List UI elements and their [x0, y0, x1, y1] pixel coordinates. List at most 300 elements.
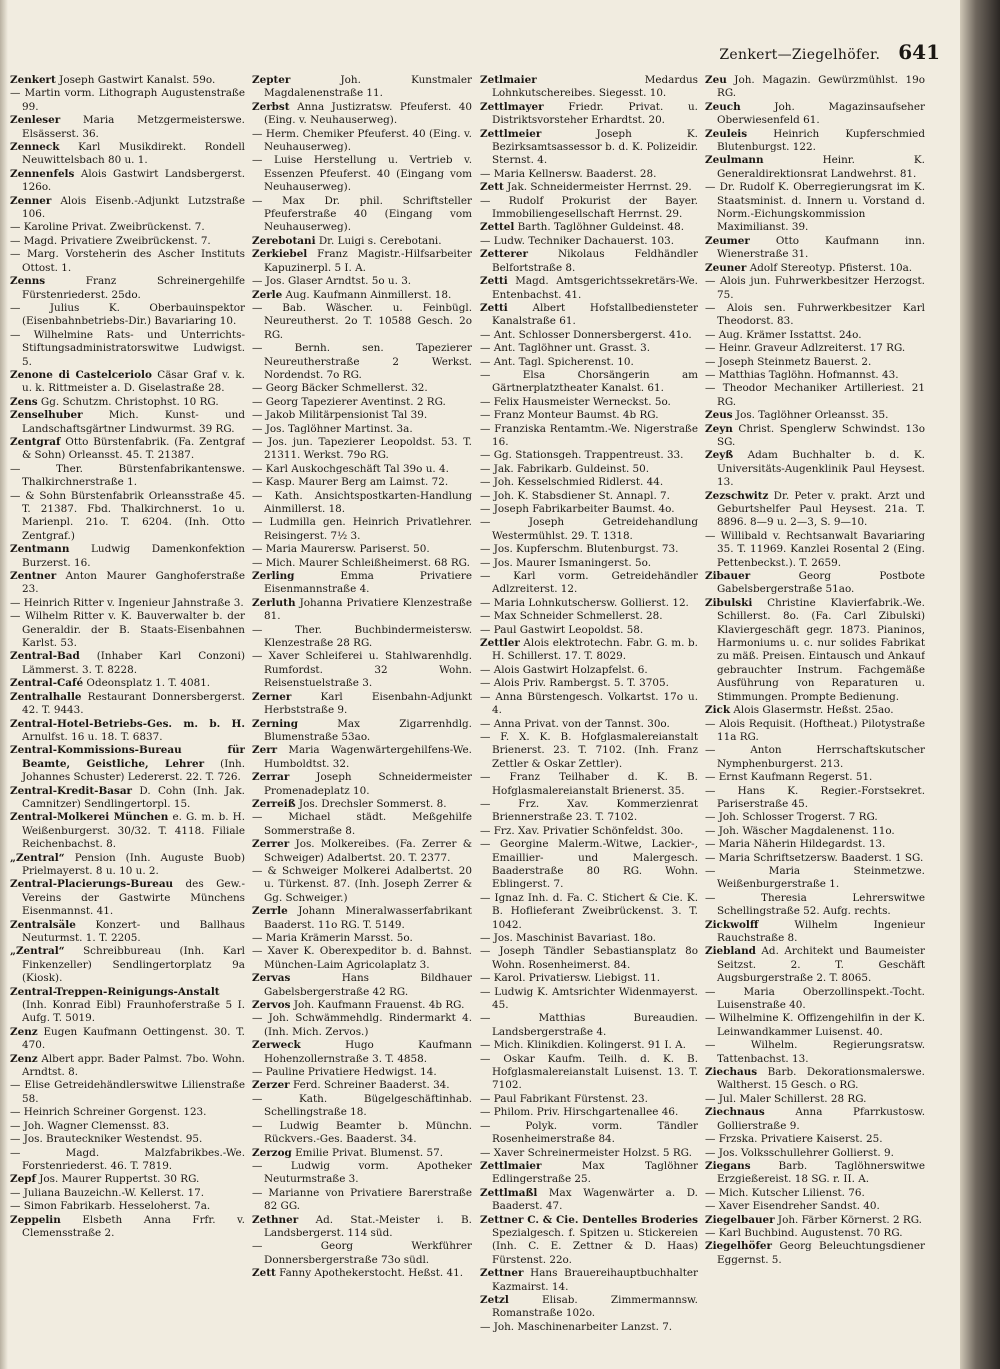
entry-text: — Marianne von Privatiere Barerstraße 82 GG.: [252, 1186, 472, 1213]
entry-text: — Joh. Maschinenarbeiter Lanzst. 7.: [480, 1320, 673, 1333]
entry-text: Albert Hofstallbediensteter Kanalstraße 61.: [492, 301, 698, 328]
entry-surname: Zeppelin: [10, 1213, 61, 1226]
entry-text: (Inh. Johannes Schuster) Ledererst. 22. T. 726.: [22, 757, 245, 784]
directory-entry: [480, 1160, 698, 1187]
directory-entry: [480, 101, 698, 128]
directory-entry: [252, 154, 472, 194]
entry-surname: Zetti: [480, 301, 508, 314]
directory-entry: [705, 1012, 925, 1039]
entry-surname: „Zentral“: [10, 851, 65, 864]
directory-entry: [705, 1227, 925, 1240]
entry-surname: Zerling: [252, 570, 295, 583]
directory-entry: [705, 369, 925, 382]
entry-text: — Frz. Xav. Privatier Schönfeldst. 30o.: [480, 824, 684, 837]
entry-text: Georg Postbote Gabelsbergerstraße 51ao.: [717, 570, 925, 596]
directory-entry: [10, 543, 245, 570]
entry-surname: Zenner: [10, 194, 52, 207]
entry-text: Joseph K. Bezirksamtsassessor b. d. K. Polizeidir. Sternst. 4.: [492, 127, 698, 167]
entry-surname: Zettlmeier: [480, 127, 542, 140]
directory-entry: [252, 1160, 472, 1187]
entry-text: — F. X. K. B. Hofglasmalereianstalt Brienerst. 23. T. 7102. (Inh. Franz Zettler & Oskar Zettler).: [480, 730, 698, 770]
entry-text: — Franz Monteur Baumst. 4b RG.: [480, 409, 659, 422]
entry-text: — Ther. Bürstenfabrikantenswe. Thalkirchnerstraße 1.: [10, 462, 245, 489]
entry-text: — Georg Tapezierer Aventinst. 2 RG.: [252, 395, 446, 408]
entry-text: — Joseph Getreidehandlung Westermühlst. 29. T. 1318.: [480, 516, 698, 542]
entry-text: — Ludwig vorm. Apotheker Neuturmstraße 3.: [252, 1159, 472, 1186]
entry-surname: Zerweck: [252, 1039, 301, 1052]
entry-text: Alois Gastwirt Landsbergerst. 126o.: [22, 167, 245, 194]
directory-entry: [480, 1187, 698, 1214]
directory-entry: [10, 1187, 245, 1200]
directory-entry: [705, 342, 925, 355]
entry-surname: Zerrle: [252, 905, 288, 918]
entry-surname: Zeulmann: [705, 154, 764, 167]
directory-entry: [705, 409, 925, 422]
entry-text: — Aug. Krämer Isstattst. 24o.: [705, 328, 862, 341]
entry-text: — Mich. Klinikdien. Kolingerst. 91 I. A.: [480, 1039, 686, 1052]
directory-entry: [480, 825, 698, 838]
directory-entry: [705, 1240, 925, 1267]
directory-entry: [10, 114, 245, 141]
entry-text: Maria Metzgermeisterswe. Elsässerst. 36.: [22, 114, 245, 140]
directory-entry: [10, 195, 245, 222]
entry-text: Fanny Apothekerstocht. Heßst. 41.: [279, 1267, 464, 1280]
directory-entry: [252, 1267, 472, 1280]
entry-text: Joh. Kaufmann Frauenst. 4b RG.: [293, 999, 465, 1012]
entry-text: — Wilhelmine K. Offizengehilfin in der K. Leinwandkammer Luisenst. 40.: [705, 1012, 925, 1038]
entry-text: — Paul Gastwirt Leopoldst. 58.: [480, 623, 644, 636]
entry-text: Karl Eisenbahn-Adjunkt Herbststraße 9.: [264, 690, 472, 717]
entry-surname: Zentral-Placierungs-Bureau: [10, 878, 174, 891]
directory-entry: [480, 476, 698, 489]
entry-text: — Joh. K. Stabsdiener St. Annapl. 7.: [480, 489, 670, 502]
entry-surname: Zettel: [480, 221, 515, 234]
entry-surname: Zerebotani: [252, 234, 316, 247]
entry-surname: Zerning: [252, 717, 298, 730]
entry-text: — Heinr. Graveur Adlzreiterst. 17 RG.: [705, 342, 906, 355]
entry-surname: Zerreiß: [252, 797, 296, 810]
entry-surname: Zenkert: [10, 74, 56, 86]
entry-text: Eugen Kaufmann Oettingenst. 30. T. 470.: [22, 1025, 245, 1052]
entry-surname: Zibauer: [705, 570, 751, 583]
entry-text: Friedr. Privat. u. Distriktsvorsteher Erhardtst. 20.: [492, 100, 698, 127]
directory-entry: [480, 275, 698, 302]
directory-entry: [10, 785, 245, 812]
entry-text: — Maria Maurersw. Pariserst. 50.: [252, 543, 430, 556]
directory-entry: [480, 557, 698, 570]
directory-entry: [252, 195, 472, 235]
directory-entry: [705, 825, 925, 838]
directory-entry: [705, 128, 925, 155]
directory-entry: [480, 972, 698, 985]
entry-text: Johann Mineralwasserfabrikant Baaderst. 11o RG. T. 5149.: [264, 905, 472, 931]
entry-text: — Elsa Chorsängerin am Gärtnerplatztheater Kanalst. 61.: [480, 368, 698, 395]
directory-entry: [252, 463, 472, 476]
entry-text: — Maria Krämerin Marsst. 5o.: [252, 932, 413, 944]
entry-text: — Kath. Bügelgeschäftinhab. Schellingstraße 18.: [252, 1092, 472, 1119]
directory-entry: [10, 329, 245, 369]
entry-text: — Max Dr. phil. Schriftsteller Pfeuferstraße 40 (Eingang vom Neuhauserweg).: [252, 194, 472, 234]
entry-surname: Zenone di Castelceriolo: [10, 368, 152, 381]
entry-surname: Zentner: [10, 570, 57, 583]
directory-entry: [705, 1093, 925, 1106]
directory-entry: [705, 1187, 925, 1200]
entry-text: — Magd. Privatiere Zweibrückenst. 7.: [10, 234, 211, 247]
entry-surname: Zentral-Hotel-Betriebs-Ges. m. b. H.: [10, 717, 245, 730]
entry-text: Barth. Taglöhner Guldeinst. 48.: [517, 221, 685, 234]
directory-entry: [480, 1214, 698, 1268]
directory-entry: [252, 1240, 472, 1267]
entry-surname: Zeyn: [705, 422, 733, 435]
entry-text: Joh. Färber Körnerst. 2 RG.: [777, 1213, 922, 1226]
directory-entry: [705, 101, 925, 128]
directory-entry: [480, 1093, 698, 1106]
directory-entry: [480, 221, 698, 234]
entry-text: Adolf Stereotyp. Pfisterst. 10a.: [749, 261, 913, 274]
entry-text: Ferd. Schreiner Baaderst. 34.: [292, 1079, 450, 1092]
directory-entry: [480, 677, 698, 690]
directory-entry: [252, 1214, 472, 1241]
entry-surname: Zervas: [252, 972, 291, 985]
entry-text: — Georgine Malerm.-Witwe, Lackier-, Emaillier- und Malergesch. Baaderstraße 80 RG. Wohn. Eblingerst. 7.: [480, 838, 698, 891]
directory-entry: [252, 1093, 472, 1120]
directory-entry: [10, 597, 245, 610]
directory-entry: [252, 396, 472, 409]
entry-text: — Georg Werkführer Donnersbergerstraße 73o südl.: [252, 1240, 472, 1266]
entry-surname: Zibulski: [705, 596, 753, 609]
entry-text: Jos. Taglöhner Orleansst. 35.: [735, 409, 889, 422]
entry-surname: Zenleser: [10, 114, 61, 127]
directory-entry: [252, 744, 472, 771]
directory-entry: [705, 986, 925, 1013]
book-spine: [960, 0, 1000, 1369]
entry-text: — Ernst Kaufmann Regerst. 51.: [705, 771, 873, 784]
directory-entry: [252, 945, 472, 972]
directory-entry: [252, 490, 472, 517]
entry-text: — Alois Requisit. (Hoftheat.) Pilotystraße 11a RG.: [705, 717, 925, 743]
directory-entry: [480, 664, 698, 677]
entry-text: — Mich. Kutscher Lilienst. 76.: [705, 1186, 865, 1199]
entry-surname: Zeuleis: [705, 127, 748, 140]
entry-surname: Zerner: [252, 690, 292, 703]
entry-text: Alois elektrotechn. Fabr. G. m. b. H. Schillerst. 17. T. 8029.: [492, 637, 698, 663]
entry-surname: Ziechaus: [705, 1066, 758, 1079]
entry-text: — Simon Fabrikarb. Hesseloherst. 7a.: [10, 1200, 211, 1213]
entry-text: — Frz. Xav. Kommerzienrat Briennerstraße 23. T. 7102.: [480, 797, 698, 824]
entry-text: Konzert- und Ballhaus Neuturmst. 1. T. 2205.: [22, 918, 245, 944]
directory-entry: [480, 369, 698, 396]
directory-entry: [252, 1120, 472, 1147]
entry-text: — Anna Privat. von der Tannst. 30o.: [480, 717, 670, 730]
directory-entry: [10, 878, 245, 918]
directory-entry: [252, 543, 472, 556]
directory-entry: [705, 356, 925, 369]
directory-entry: [480, 731, 698, 771]
entry-text: — Oskar Kaufm. Teilh. d. K. B. Hofglasmalereianstalt Luisenst. 13. T. 7102.: [480, 1052, 698, 1092]
entry-text: Restaurant Donnersbergerst. 42. T. 9443.: [22, 690, 245, 717]
entry-text: — & Schweiger Molkerei Adalbertst. 20 u. Türkenst. 87. (Inh. Joseph Zerrer & Gg. Schweiger.): [252, 864, 472, 904]
entry-text: Joh. Magazinsaufseher Oberwiesenfeld 61.: [717, 100, 925, 127]
entry-text: — Joh. Wäscher Magdalenenst. 11o.: [705, 824, 895, 837]
entry-text: Adam Buchhalter b. d. K. Universitäts-Augenklinik Paul Heysest. 13.: [717, 449, 925, 489]
entry-text: — Magd. Malzfabrikbes.-We. Forstenriederst. 46. T. 7819.: [10, 1146, 245, 1172]
directory-entry: [252, 557, 472, 570]
directory-entry: [480, 516, 698, 543]
entry-text: — Michael städt. Meßgehilfe Sommerstraße 8.: [252, 811, 472, 837]
entry-text: Georg Beleuchtungsdiener Eggernst. 5.: [717, 1240, 925, 1266]
entry-surname: Zerzog: [252, 1146, 292, 1159]
directory-entry: [705, 1214, 925, 1227]
entry-text: Wilhelm Ingenieur Rauchstraße 8.: [717, 918, 925, 944]
directory-entry: [252, 691, 472, 718]
entry-surname: Zentral-Molkerei München: [10, 811, 169, 824]
directory-entry: [480, 624, 698, 637]
entry-surname: Zerr: [252, 744, 278, 757]
entry-surname: Zentralhalle: [10, 690, 82, 703]
entry-surname: Zetlmaier: [480, 74, 537, 86]
entry-text: — Anna Bürstengesch. Volkartst. 17o u. 4.: [480, 690, 698, 717]
entry-surname: Zett: [252, 1267, 276, 1280]
directory-entry: [705, 919, 925, 946]
entry-text: — Mich. Maurer Schleißheimerst. 68 RG.: [252, 556, 470, 569]
entry-text: Elisab. Zimmermannsw. Romanstraße 102o.: [492, 1293, 698, 1320]
entry-text: Ludwig Damenkonfektion Burzerst. 16.: [22, 543, 245, 569]
directory-entry: [705, 262, 925, 275]
directory-entry: [252, 972, 472, 999]
entry-surname: Zetti: [480, 275, 508, 288]
directory-entry: [705, 1147, 925, 1160]
directory-entry: [252, 865, 472, 905]
directory-entry: [252, 382, 472, 395]
entry-text: — Alois Gastwirt Holzapfelst. 6.: [480, 663, 648, 676]
entry-surname: Zettlmaßl: [480, 1186, 538, 1199]
entry-text: — Frzska. Privatiere Kaiserst. 25.: [705, 1133, 883, 1146]
entry-text: Aug. Kaufmann Ainmillerst. 18.: [285, 288, 452, 301]
entry-text: Alois Glasermstr. Heßst. 25ao.: [733, 704, 894, 717]
entry-text: — Matthias Bureaudien. Landsbergerstraße 4.: [480, 1012, 698, 1038]
directory-entry: [10, 677, 245, 690]
directory-entry: [480, 248, 698, 275]
directory-entry: [10, 369, 245, 396]
directory-entry: [705, 382, 925, 409]
entry-surname: Zentral-Café: [10, 677, 84, 690]
entry-surname: Zettlmaier: [480, 1159, 542, 1172]
entry-text: — Ludmilla gen. Heinrich Privatlehrer. Reisingerst. 7½ 3.: [252, 516, 472, 542]
directory-entry: [252, 570, 472, 597]
directory-entry: [480, 463, 698, 476]
directory-entry: [480, 181, 698, 194]
entry-text: — Jos. Kupferschm. Blutenburgst. 73.: [480, 543, 679, 556]
directory-entry: [10, 248, 245, 275]
entry-text: Heinrich Kupferschmied Blutenburgst. 122.: [717, 127, 925, 154]
directory-entry: [10, 1133, 245, 1146]
entry-text: (Inh. Konrad Eibl) Fraunhoferstraße 5 I. Aufg. T. 5019.: [22, 999, 245, 1025]
directory-entry: [480, 195, 698, 222]
entry-text: Joh. Kunstmaler Magdalenenstraße 11.: [264, 74, 472, 100]
entry-text: — Joh. Kesselschmied Ridlerst. 44.: [480, 476, 664, 489]
entry-text: Alois Eisenb.-Adjunkt Lutzstraße 106.: [22, 194, 245, 221]
entry-text: — Jos. jun. Tapezierer Leopoldst. 53. T. 21311. Werkst. 79o RG.: [252, 435, 472, 462]
directory-entry: [10, 221, 245, 234]
entry-text: — Jos. Maurer Ismaningerst. 5o.: [480, 556, 652, 569]
directory-entry: [705, 865, 925, 892]
entry-text: Odeonsplatz 1. T. 4081.: [86, 677, 211, 690]
directory-entry: [480, 409, 698, 422]
entry-surname: Ziegelbauer: [705, 1213, 775, 1226]
entry-text: — Anton Herrschaftskutscher Nymphenburgerst. 213.: [705, 744, 925, 770]
directory-entry: [252, 342, 472, 382]
entry-text: — Heinrich Schreiner Gorgenst. 123.: [10, 1106, 207, 1119]
directory-entry: [705, 852, 925, 865]
entry-text: — Bernh. sen. Tapezierer Neureutherstraße 2 Werkst. Nordendst. 7o RG.: [252, 342, 472, 381]
directory-entry: [252, 248, 472, 275]
entry-text: Dr. Luigi s. Cerebotani.: [318, 234, 442, 247]
directory-entry: [10, 168, 245, 195]
directory-entry: [10, 691, 245, 718]
directory-entry: [480, 637, 698, 664]
directory-entry: [252, 838, 472, 865]
entry-text: e. G. m. b. H. Weißenburgerst. 30/32. T. 4118. Filiale Reichenbachst. 8.: [22, 811, 245, 851]
directory-entry: [10, 1053, 245, 1080]
directory-entry: [252, 101, 472, 128]
directory-entry: [705, 1200, 925, 1213]
directory-entry: [10, 235, 245, 248]
entry-text: Jak. Schneidermeister Herrnst. 29.: [507, 181, 692, 194]
entry-text: — Jos. Maschinist Bavariast. 18o.: [480, 932, 656, 944]
directory-entry: [480, 1147, 698, 1160]
entry-surname: Zerbst: [252, 100, 290, 113]
directory-entry: [480, 718, 698, 731]
entry-text: — Ignaz Inh. d. Fa. C. Stichert & Cie. K. B. Hoflieferant Zweibrückenst. 3. T. 1042.: [480, 891, 698, 931]
entry-text: — Karl Auskochgeschäft Tal 39o u. 4.: [252, 462, 449, 475]
directory-entry: [10, 986, 245, 1026]
entry-surname: Ziebland: [705, 945, 756, 958]
directory-entry: [480, 986, 698, 1013]
directory-entry: [705, 154, 925, 181]
directory-entry: [252, 1066, 472, 1079]
directory-entry: [480, 1039, 698, 1052]
entry-text: — Jos. Volksschullehrer Gollierst. 9.: [705, 1146, 894, 1159]
directory-entry: [252, 905, 472, 932]
directory-entry: [705, 838, 925, 851]
entry-text: D. Cohn (Inh. Jak. Camnitzer) Sendlingertorpl. 15.: [22, 784, 245, 810]
directory-entry: [10, 463, 245, 490]
entry-text: — Franziska Rentamtm.-We. Nigerstraße 16.: [480, 422, 698, 448]
page-number: 641: [898, 40, 940, 64]
entry-text: — & Sohn Bürstenfabrik Orleansstraße 45. T. 21387. Fbd. Thalkirchnerst. 1o u. Marienpl. 21o. T. 6204. (Inh. Otto Zentgraf.): [10, 489, 245, 542]
directory-entry: [10, 945, 245, 985]
directory-entry: [480, 1120, 698, 1147]
directory-entry: [705, 74, 925, 101]
entry-surname: Zerkiebel: [252, 248, 308, 261]
entry-text: (Inhaber Karl Conzoni) Lämmerst. 3. T. 8228.: [22, 650, 245, 676]
directory-entry: [480, 1267, 698, 1294]
entry-text: Spezialgesch. f. Spitzen u. Stickereien (Inh. C. E. Zettner & D. Haas) Fürstenst. 22o.: [492, 1226, 698, 1266]
entry-surname: Zerrer: [252, 838, 290, 851]
entry-text: — Felix Hausmeister Werneckst. 5o.: [480, 395, 671, 408]
entry-text: — Kasp. Maurer Berg am Laimst. 72.: [252, 476, 449, 489]
entry-text: — Georg Bäcker Schmellerst. 32.: [252, 382, 428, 395]
entry-surname: Zettler: [480, 637, 520, 650]
directory-entry: [705, 449, 925, 489]
entry-text: — Ludwig Beamter b. Münchn. Rückvers.-Ges. Baaderst. 34.: [252, 1119, 472, 1146]
entry-text: Pension (Inh. Auguste Buob) Prielmayerst. 8 u. 10 u. 2.: [22, 851, 245, 877]
directory-entry: [252, 771, 472, 798]
entry-surname: Zennenfels: [10, 167, 75, 180]
directory-entry: [252, 436, 472, 463]
entry-text: — Maria Oberzollinspekt.-Tocht. Luisenstraße 40.: [705, 985, 925, 1012]
entry-text: — Julius K. Oberbauinspektor (Eisenbahnbetriebs-Dir.) Bavariaring 10.: [10, 301, 245, 328]
entry-text: — Xaver K. Oberexpeditor b. d. Bahnst. München-Laim Agricolaplatz 3.: [252, 945, 472, 971]
directory-entry: [252, 650, 472, 690]
entry-surname: Zentral-Kommissions-Bureau für Beamte, Geistliche, Lehrer: [10, 744, 245, 770]
entry-text: Christine Klavierfabrik.-We. Schillerst. 8o. (Fa. Carl Zibulski) Klaviergeschäft gegr. 1873. Pianinos, Harmoniums u. c. nur solides Fabrikat zu mäß. Preisen. Eintausch und Ankauf gebrauchter Instrum. Fachgemäße Ausführung von Reparaturen u. Stimmungen. Prompte Bedienung.: [717, 596, 925, 703]
entry-text: — Maria Steinmetzwe. Weißenburgerstraße 1.: [705, 864, 925, 891]
entry-text: — Ludwig K. Amtsrichter Widenmayerst. 45.: [480, 985, 698, 1012]
entry-surname: Zentgraf: [10, 435, 61, 448]
directory-entry: [480, 302, 698, 329]
entry-text: — Bab. Wäscher. u. Feinbügl. Neureutherst. 2o T. 10588 Gesch. 2o RG.: [252, 301, 472, 341]
entry-surname: Zerle: [252, 288, 283, 301]
directory-entry: [252, 128, 472, 155]
directory-entry: [10, 87, 245, 114]
entry-surname: Ziechnaus: [705, 1106, 765, 1119]
entry-text: — Max Schneider Schmellerst. 28.: [480, 610, 663, 623]
entry-text: — Maria Lohnkutschersw. Gollierst. 12.: [480, 596, 689, 609]
entry-text: Jos. Molkereibes. (Fa. Zerrer & Schweiger) Adalbertst. 20. T. 2377.: [264, 838, 472, 864]
entry-text: — Karoline Privat. Zweibrückenst. 7.: [10, 221, 205, 234]
directory-entry: [705, 1106, 925, 1133]
directory-entry: [10, 409, 245, 436]
directory-entry: [252, 476, 472, 489]
directory-entry: [705, 892, 925, 919]
entry-text: — Marg. Vorsteherin des Ascher Instituts Ottost. 1.: [10, 248, 245, 274]
directory-entry: [10, 650, 245, 677]
directory-entry: [705, 329, 925, 342]
directory-entry: [480, 74, 698, 101]
entry-surname: Zepter: [252, 74, 291, 86]
directory-entry: [705, 235, 925, 262]
directory-entry: [480, 691, 698, 718]
directory-entry: [252, 409, 472, 422]
entry-text: Gg. Schutzm. Christophst. 10 RG.: [40, 395, 219, 408]
directory-entry: [252, 1079, 472, 1092]
directory-entry: [480, 1012, 698, 1039]
directory-entry: [480, 128, 698, 168]
entry-surname: Zettner: [480, 1267, 524, 1280]
directory-entry: [252, 516, 472, 543]
entry-text: — Jos. Brauteckniker Westendst. 95.: [10, 1133, 203, 1146]
directory-entry: [252, 932, 472, 945]
entry-text: — Karl Buchbind. Augustenst. 70 RG.: [705, 1226, 903, 1239]
directory-entry: [10, 1147, 245, 1174]
entry-text: — Maria Kellnersw. Baaderst. 28.: [480, 167, 657, 180]
directory-entry: [480, 1106, 698, 1119]
directory-entry: [10, 74, 245, 87]
directory-entry: [480, 503, 698, 516]
directory-entry: [252, 1187, 472, 1214]
directory-column-2: [252, 74, 472, 1364]
directory-entry: [705, 1066, 925, 1093]
entry-surname: Zeuch: [705, 100, 741, 113]
directory-entry: [705, 1133, 925, 1146]
entry-text: — Wilhelmine Rats- und Unterrichts-Stiftungsadministratorswitwe Ludwigst. 5.: [10, 328, 245, 368]
entry-text: Elsbeth Anna Frfr. v. Clemensstraße 2.: [22, 1213, 245, 1239]
entry-surname: Zett: [480, 181, 504, 194]
entry-surname: Zenneck: [10, 141, 60, 154]
directory-entry: [252, 289, 472, 302]
entry-text: Max Zigarrenhdlg. Blumenstraße 53ao.: [264, 717, 472, 743]
